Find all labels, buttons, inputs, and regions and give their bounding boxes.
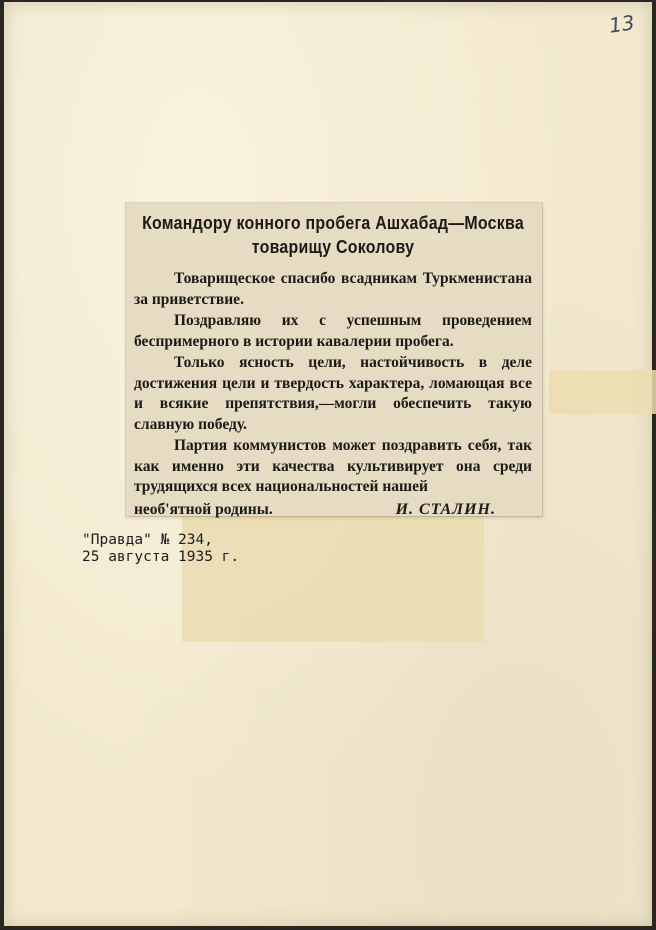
signature: И. СТАЛИН. [395,500,496,518]
clipping-closing [134,499,532,521]
clipping-headline [138,211,528,259]
source-line: 25 августа 1935 г. [82,549,240,565]
clipping-paragraph: Поздравляю их с успешным проведением беспримерного в истории кавалерии пробега. [134,312,532,350]
headline-line: товарищу Соколову [251,236,415,257]
clipping-paragraph: Товарищеское спасибо всадникам Туркменистана за приветствие. [134,270,532,308]
page-number: 13 [607,10,636,38]
clipping-body [134,269,532,498]
clipping-paragraph: Только ясность цели, настойчивость в деле достижения цели и твердость характера, ломающая все и всякие препятствия,—могли обеспечить такую славную победу. [134,354,532,433]
clipping-paragraph: Партия коммунистов может поздравить себя, так как именно эти качества культивирует она среди трудящихся всех национальностей нашей [134,437,532,495]
archive-sheet [4,2,652,926]
paper-stain [549,370,656,414]
headline-line: Командору конного пробега Ашхабад—Москва [142,212,524,233]
source-note [82,532,239,566]
closing-text: необ'ятной родины. [134,500,273,518]
source-line: "Правда" № 234, [82,532,213,548]
newspaper-clipping [126,203,542,516]
